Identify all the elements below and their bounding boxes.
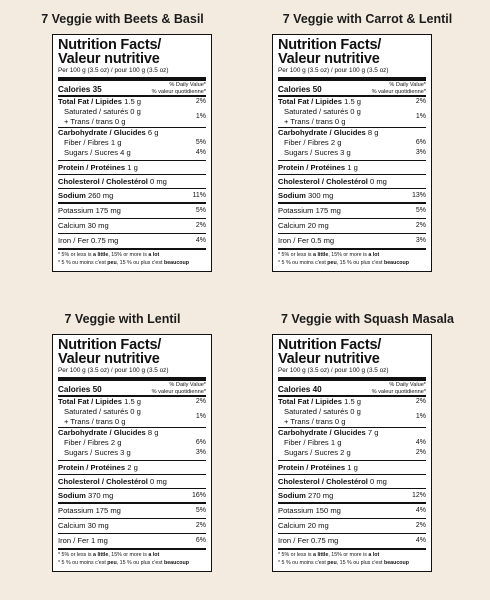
sat-value: 0 g [350,407,361,416]
chol-label: Cholesterol / Cholestérol [58,477,148,486]
product-name: 7 Veggie with Squash Masala [281,312,454,326]
iron-row [58,234,206,248]
sat-value: 0 g [130,407,141,416]
sugar-value: 2 g [340,448,351,457]
sugar-value: 3 g [340,148,351,157]
sugar-value: 3 g [120,448,131,457]
sodium-row [278,189,426,202]
chol-value: 0 mg [370,177,387,186]
sodium-value: 260 mg [87,191,114,200]
fat-dv: 2% [195,398,206,405]
fat-label: Total Fat / Lipides [278,97,342,106]
sodium-value: 370 mg [87,491,114,500]
footnote-en: * 5% or less is a little, 15% or more is a lot [58,552,160,558]
fiber-dv: 6% [415,139,426,146]
fat-row [58,97,206,107]
iron-dv: 4% [195,237,206,244]
calories-label: Calories [278,85,311,94]
nutrition-facts-label [52,334,212,572]
calories-value: 35 [92,85,102,94]
potassium-value: 150 mg [315,506,341,515]
sodium-row [58,489,206,502]
nutrition-facts-title-en: Nutrition Facts/ [278,37,382,53]
calories-row [278,381,426,397]
cholesterol-row [58,175,206,188]
calcium-row [58,219,206,233]
protein-label: Protein / Protéines [278,163,346,172]
calories-label: Calories [278,385,311,394]
iron-row [278,234,426,248]
carb-value: 8 g [367,128,379,137]
protein-label: Protein / Protéines [58,463,126,472]
saturated-trans-row [278,407,426,427]
sodium-dv: 12% [411,492,426,499]
fat-row [278,97,426,107]
sodium-label: Sodium [58,491,86,500]
iron-value: 0.5 mg [310,236,335,245]
carb-value: 6 g [147,128,159,137]
protein-label: Protein / Protéines [278,463,346,472]
sodium-label: Sodium [278,491,306,500]
calories-label: Calories [58,85,91,94]
sugar-dv: 3% [195,449,206,456]
carb-value: 7 g [367,428,379,437]
carb-label: Carbohydrate / Glucides [58,128,146,137]
calories-value: 50 [312,85,322,94]
nutrition-facts-title-en: Nutrition Facts/ [58,37,162,53]
calcium-value: 20 mg [307,221,329,230]
potassium-dv: 5% [195,507,206,514]
potassium-row [278,204,426,218]
iron-row [58,534,206,548]
calcium-dv: 2% [195,522,206,529]
iron-label: Iron / Fer [58,536,89,545]
sodium-label: Sodium [58,191,86,200]
iron-value: 1 mg [90,536,108,545]
sat-dv: 1% [415,113,426,120]
sat-label: Saturated / saturés [284,107,349,116]
fat-label: Total Fat / Lipides [278,397,342,406]
potassium-label: Potassium [278,206,314,215]
sat-dv: 1% [195,113,206,120]
iron-label: Iron / Fer [278,536,309,545]
trans-value: 0 g [114,417,126,426]
fiber-value: 2 g [330,138,342,147]
footnote-en: * 5% or less is a little, 15% or more is a lot [278,252,380,258]
trans-label: + Trans / trans [284,117,333,126]
footnote-en: * 5% or less is a little, 15% or more is a lot [278,552,380,558]
sat-dv: 1% [195,413,206,420]
sugar-row [58,148,206,158]
iron-label: Iron / Fer [278,236,309,245]
sat-label: Saturated / saturés [284,407,349,416]
sugar-label: Sugars / Sucres [284,448,339,457]
iron-dv: 4% [415,537,426,544]
carb-row [278,128,426,138]
footnote [58,248,206,267]
carb-value: 8 g [147,428,159,437]
calories-row [58,81,206,97]
nutrition-facts-title-en: Nutrition Facts/ [58,337,162,353]
trans-label: + Trans / trans [64,417,113,426]
calcium-label: Calcium [278,221,306,230]
fat-value: 1.5 g [124,397,142,406]
fiber-row [278,138,426,148]
trans-label: + Trans / trans [284,417,333,426]
calcium-value: 20 mg [307,521,329,530]
cholesterol-row [278,175,426,188]
calcium-row [58,519,206,533]
sat-value: 0 g [350,107,361,116]
nutrition-facts-title-fr: Valeur nutritive [278,51,380,67]
trans-value: 0 g [334,117,346,126]
carb-row [58,128,206,138]
potassium-row [278,504,426,518]
sodium-dv: 11% [192,192,206,199]
calcium-label: Calcium [278,521,306,530]
iron-label: Iron / Fer [58,236,89,245]
fat-value: 1.5 g [124,97,142,106]
product-panel [245,0,490,300]
iron-dv: 6% [195,537,206,544]
chol-value: 0 mg [370,477,387,486]
chol-value: 0 mg [150,177,167,186]
iron-row [278,534,426,548]
nutrition-facts-label [52,34,212,272]
trans-label: + Trans / trans [64,117,113,126]
serving-size: Per 100 g (3.5 oz) / pour 100 g (3.5 oz) [58,366,206,381]
calcium-row [278,219,426,233]
saturated-trans-row [58,107,206,127]
fiber-dv: 4% [415,439,426,446]
calcium-label: Calcium [58,221,86,230]
fiber-label: Fiber / Fibres [284,138,329,147]
sugar-row [58,448,206,458]
fiber-value: 2 g [110,438,122,447]
fat-row [58,397,206,407]
fat-dv: 2% [195,98,206,105]
carb-label: Carbohydrate / Glucides [58,428,146,437]
saturated-trans-row [278,107,426,127]
calories-value: 50 [92,385,102,394]
protein-value: 2 g [127,463,138,472]
potassium-value: 175 mg [315,206,341,215]
footnote [278,548,426,567]
nutrition-facts-title-fr: Valeur nutritive [278,351,380,367]
calories-row [278,81,426,97]
daily-value-header: % Daily Value* % valeur quotidienne* [151,82,206,95]
potassium-row [58,504,206,518]
footnote-fr: * 5 % ou moins c'est peu, 15 % ou plus c'est beaucoup [278,259,409,266]
sugar-dv: 4% [195,149,206,156]
iron-value: 0.75 mg [310,536,339,545]
protein-value: 1 g [347,163,358,172]
sat-label: Saturated / saturés [64,107,129,116]
chol-label: Cholesterol / Cholestérol [278,477,368,486]
footnote [278,248,426,267]
daily-value-header: % Daily Value* % valeur quotidienne* [371,382,426,395]
product-panel [0,0,245,300]
sodium-row [278,489,426,502]
protein-row [58,161,206,174]
sodium-row [58,189,206,202]
sodium-dv: 16% [191,492,206,499]
fat-label: Total Fat / Lipides [58,97,122,106]
potassium-label: Potassium [278,506,314,515]
fat-row [278,397,426,407]
calories-label: Calories [58,385,91,394]
calcium-dv: 2% [195,222,206,229]
protein-row [58,461,206,474]
product-name: 7 Veggie with Lentil [64,312,181,326]
saturated-trans-row [58,407,206,427]
sodium-value: 270 mg [307,491,334,500]
fiber-label: Fiber / Fibres [64,438,109,447]
sat-dv: 1% [415,413,426,420]
chol-value: 0 mg [150,477,167,486]
fat-value: 1.5 g [344,397,362,406]
chol-label: Cholesterol / Cholestérol [278,177,368,186]
potassium-value: 175 mg [95,206,121,215]
potassium-value: 175 mg [95,506,121,515]
fat-value: 1.5 g [344,97,362,106]
product-panel [245,300,490,600]
protein-label: Protein / Protéines [58,163,126,172]
fiber-value: 1 g [110,138,122,147]
iron-dv: 3% [415,237,426,244]
protein-row [278,161,426,174]
sugar-label: Sugars / Sucres [284,148,339,157]
iron-value: 0.75 mg [90,236,119,245]
potassium-row [58,204,206,218]
nutrition-facts-title-fr: Valeur nutritive [58,351,160,367]
nutrition-facts-label [272,334,432,572]
footnote-fr: * 5 % ou moins c'est peu, 15 % ou plus c'est beaucoup [278,559,409,566]
sat-value: 0 g [130,107,141,116]
trans-value: 0 g [114,117,126,126]
trans-value: 0 g [334,417,346,426]
fiber-label: Fiber / Fibres [64,138,109,147]
cholesterol-row [58,475,206,488]
carb-label: Carbohydrate / Glucides [278,128,366,137]
calcium-row [278,519,426,533]
footnote-fr: * 5 % ou moins c'est peu, 15 % ou plus c'est beaucoup [58,259,189,266]
fiber-label: Fiber / Fibres [284,438,329,447]
serving-size: Per 100 g (3.5 oz) / pour 100 g (3.5 oz) [58,66,206,81]
fiber-dv: 6% [195,439,206,446]
calories-row [58,381,206,397]
calcium-dv: 2% [415,522,426,529]
carb-row [58,428,206,438]
sodium-value: 300 mg [307,191,334,200]
sugar-row [278,448,426,458]
protein-value: 1 g [347,463,358,472]
chol-label: Cholesterol / Cholestérol [58,177,148,186]
nutrition-facts-title-fr: Valeur nutritive [58,51,160,67]
product-name: 7 Veggie with Carrot & Lentil [282,12,453,26]
protein-value: 1 g [127,163,138,172]
potassium-label: Potassium [58,506,94,515]
cholesterol-row [278,475,426,488]
carb-row [278,428,426,438]
potassium-dv: 5% [415,207,426,214]
sugar-dv: 3% [415,149,426,156]
sat-label: Saturated / saturés [64,407,129,416]
daily-value-header: % Daily Value* % valeur quotidienne* [151,382,206,395]
nutrition-facts-title-en: Nutrition Facts/ [278,337,382,353]
sodium-dv: 13% [411,192,426,199]
protein-row [278,461,426,474]
potassium-dv: 4% [415,507,426,514]
potassium-dv: 5% [195,207,206,214]
fat-dv: 2% [415,398,426,405]
calcium-value: 30 mg [87,521,109,530]
sugar-dv: 2% [415,449,426,456]
sugar-value: 4 g [120,148,131,157]
fat-dv: 2% [415,98,426,105]
product-name: 7 Veggie with Beets & Basil [41,12,204,26]
fiber-row [58,138,206,148]
product-panel [0,300,245,600]
sodium-label: Sodium [278,191,306,200]
calories-value: 40 [312,385,322,394]
sugar-label: Sugars / Sucres [64,148,119,157]
sugar-label: Sugars / Sucres [64,448,119,457]
fiber-row [278,438,426,448]
footnote-fr: * 5 % ou moins c'est peu, 15 % ou plus c'est beaucoup [58,559,189,566]
fiber-dv: 5% [195,139,206,146]
calcium-label: Calcium [58,521,86,530]
fiber-row [58,438,206,448]
footnote-en: * 5% or less is a little, 15% or more is a lot [58,252,160,258]
nutrition-facts-label [272,34,432,272]
calcium-value: 30 mg [87,221,109,230]
fiber-value: 1 g [330,438,342,447]
fat-label: Total Fat / Lipides [58,397,122,406]
footnote [58,548,206,567]
potassium-label: Potassium [58,206,94,215]
carb-label: Carbohydrate / Glucides [278,428,366,437]
serving-size: Per 100 g (3.5 oz) / pour 100 g (3.5 oz) [278,66,426,81]
calcium-dv: 2% [415,222,426,229]
sugar-row [278,148,426,158]
serving-size: Per 100 g (3.5 oz) / pour 100 g (3.5 oz) [278,366,426,381]
daily-value-header: % Daily Value* % valeur quotidienne* [371,82,426,95]
